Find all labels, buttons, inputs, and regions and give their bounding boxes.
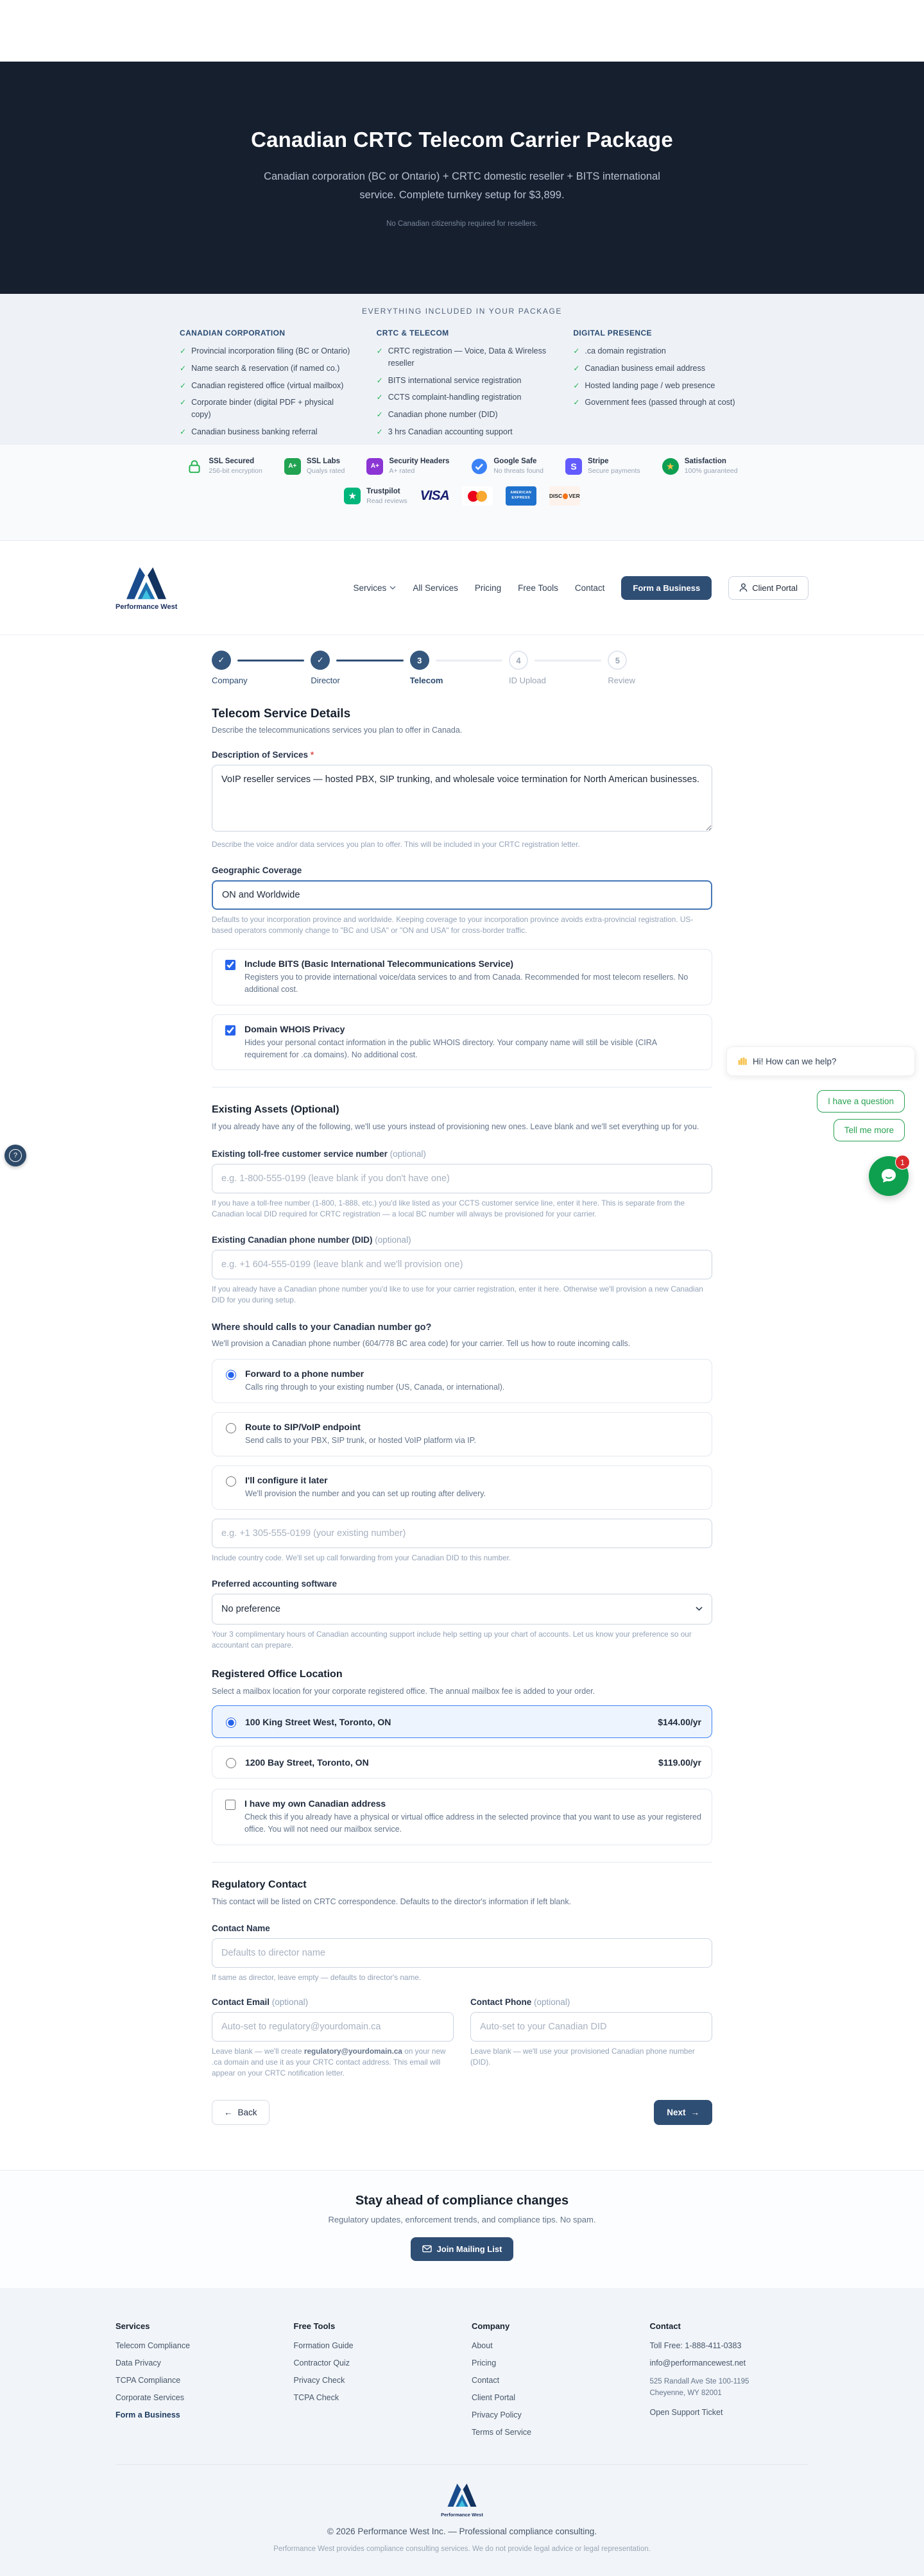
description-textarea[interactable] bbox=[212, 765, 712, 832]
performance-west-logo-icon bbox=[125, 565, 167, 602]
did-input[interactable] bbox=[212, 1250, 712, 1279]
list-item: ✓ Canadian business email address bbox=[573, 363, 744, 375]
included-column-corporation bbox=[180, 328, 351, 443]
list-item: ✓ BITS international service registration bbox=[377, 375, 548, 387]
tollfree-input[interactable] bbox=[212, 1164, 712, 1193]
check-icon: ✓ bbox=[180, 427, 187, 436]
footer-link[interactable]: Privacy Check bbox=[293, 2375, 345, 2385]
lock-icon bbox=[186, 458, 203, 475]
office-option-bay-street[interactable]: 1200 Bay Street, Toronto, ON $119.00/yr bbox=[212, 1746, 712, 1778]
form-title: Telecom Service Details bbox=[212, 707, 351, 721]
check-icon: ✓ bbox=[376, 410, 383, 419]
check-icon: ✓ bbox=[180, 398, 187, 407]
contact-email-input[interactable] bbox=[212, 2012, 454, 2042]
description-helper: Describe the voice and/or data services you plan to offer. This will be included in your CRTC registration letter. bbox=[212, 840, 580, 849]
footer-link[interactable]: Data Privacy bbox=[116, 2358, 161, 2367]
footer-link[interactable]: Contact bbox=[472, 2375, 500, 2385]
footer-services-column: Services Telecom Compliance Data Privacy TCPA Compliance Corporate Services Form a Business bbox=[116, 2321, 275, 2445]
badge-security-headers: A+ Security Headers A+ rated bbox=[366, 457, 449, 475]
included-heading: EVERYTHING INCLUDED IN YOUR PACKAGE bbox=[361, 307, 563, 316]
accounting-select[interactable]: No preference bbox=[212, 1594, 712, 1625]
unread-badge: 1 bbox=[895, 1155, 910, 1170]
office-intro: Select a mailbox location for your corporate registered office. The annual mailbox fee is added to your order. bbox=[212, 1686, 595, 1696]
check-icon: ✓ bbox=[573, 346, 580, 355]
step-telecom[interactable]: 3 Telecom bbox=[410, 651, 509, 685]
hero-note: No Canadian citizenship required for resellers. bbox=[386, 219, 538, 228]
office-price: $119.00/yr bbox=[658, 1757, 701, 1768]
list-item: ✓ Canadian registered office (virtual mailbox) bbox=[180, 380, 351, 392]
grade-icon: A+ bbox=[284, 458, 301, 475]
forward-number-helper: Include country code. We'll set up call forwarding from your Canadian DID to this number. bbox=[212, 1553, 511, 1562]
navbar bbox=[0, 541, 924, 635]
contact-phone-helper: Leave blank — we'll use your provisioned Canadian phone number (DID). bbox=[470, 2047, 695, 2067]
footer-link[interactable]: Telecom Compliance bbox=[116, 2341, 191, 2350]
help-fab-button[interactable] bbox=[4, 1145, 26, 1166]
routing-option-forward[interactable]: Forward to a phone number Calls ring through to your existing number (US, Canada, or international). bbox=[212, 1359, 712, 1403]
office-heading: Registered Office Location bbox=[212, 1668, 343, 1680]
contact-name-helper: If same as director, leave empty — defaults to director's name. bbox=[212, 1973, 422, 1983]
telecom-form bbox=[212, 635, 712, 2170]
footer-support-ticket[interactable]: Open Support Ticket bbox=[649, 2408, 723, 2418]
sip-radio[interactable] bbox=[226, 1423, 236, 1433]
contact-email-helper: Leave blank — we'll create regulatory@yourdomain.ca on your new .ca domain and use it as your CRTC contact address. This email will appear on your CRTC notification letter. bbox=[212, 2047, 446, 2078]
back-button[interactable]: ← Back bbox=[212, 2100, 270, 2125]
performance-west-logo-icon bbox=[447, 2482, 477, 2509]
newsletter-heading: Stay ahead of compliance changes bbox=[355, 2193, 569, 2208]
divider bbox=[212, 1862, 712, 1863]
column-title: CRTC & TELECOM bbox=[376, 328, 449, 337]
description-label: Description of Services * bbox=[212, 750, 314, 760]
routing-option-later[interactable]: I'll configure it later We'll provision the number and you can set up routing after delivery. bbox=[212, 1465, 712, 1510]
wizard-stepper bbox=[212, 651, 635, 685]
chevron-down-icon bbox=[389, 586, 396, 590]
forward-radio[interactable] bbox=[226, 1370, 236, 1380]
column-title: DIGITAL PRESENCE bbox=[573, 328, 652, 337]
footer-brand-name: Performance West bbox=[441, 2511, 483, 2518]
regulatory-intro: This contact will be listed on CRTC correspondence. Defaults to the director's information if left blank. bbox=[212, 1897, 572, 1906]
client-portal-button[interactable]: Client Portal bbox=[728, 576, 809, 600]
newsletter-section bbox=[0, 2170, 924, 2288]
waving-hand-icon bbox=[737, 1056, 748, 1066]
newsletter-sub: Regulatory updates, enforcement trends, and compliance tips. No spam. bbox=[328, 2214, 596, 2224]
footer-company-column: Company About Pricing Contact Client Portal Privacy Policy Terms of Service bbox=[472, 2321, 631, 2445]
routing-heading: Where should calls to your Canadian number go? bbox=[212, 1322, 432, 1333]
nav-services-dropdown[interactable]: Services bbox=[354, 583, 397, 593]
form-intro: Describe the telecommunications services you plan to offer in Canada. bbox=[212, 726, 463, 735]
footer-link[interactable]: TCPA Check bbox=[293, 2393, 339, 2402]
tollfree-label: Existing toll-free customer service number (optional) bbox=[212, 1148, 426, 1159]
contact-phone-input[interactable] bbox=[470, 2012, 712, 2042]
office-option-king-street[interactable]: 100 King Street West, Toronto, ON $144.00/yr bbox=[212, 1705, 712, 1738]
badge-ssl-labs: A+ SSL Labs Qualys rated bbox=[284, 457, 345, 475]
existing-assets-heading: Existing Assets (Optional) bbox=[212, 1104, 339, 1116]
step-review[interactable]: 5 Review bbox=[608, 651, 635, 685]
footer bbox=[0, 2288, 924, 2576]
step-company[interactable]: ✓ Company bbox=[212, 651, 311, 685]
check-circle-icon bbox=[471, 458, 488, 475]
contact-name-input[interactable] bbox=[212, 1938, 712, 1968]
check-icon: ✓ bbox=[376, 393, 383, 402]
footer-link[interactable]: About bbox=[472, 2341, 493, 2350]
footer-link[interactable]: Privacy Policy bbox=[472, 2410, 522, 2419]
footer-link[interactable]: Corporate Services bbox=[116, 2393, 184, 2402]
footer-link[interactable]: Client Portal bbox=[472, 2393, 516, 2402]
check-icon: ✓ bbox=[376, 375, 383, 385]
contact-name-label: Contact Name bbox=[212, 1923, 270, 1934]
list-item: ✓ Canadian business banking referral bbox=[180, 426, 351, 438]
column-title: CANADIAN CORPORATION bbox=[180, 328, 286, 337]
list-item: ✓ CRTC registration — Voice, Data & Wireless reseller bbox=[377, 345, 548, 370]
arrow-right-icon: → bbox=[690, 2107, 699, 2117]
bits-option-card[interactable]: Include BITS (Basic International Telecommunications Service) Registers you to provide international voice/data services to and from Canada. Recommended for most telecom resellers. No additional cost. bbox=[212, 949, 712, 1005]
whois-checkbox[interactable] bbox=[225, 1025, 235, 1036]
check-icon: ✓ bbox=[573, 398, 580, 407]
contact-email-label: Contact Email (optional) bbox=[212, 1997, 309, 2008]
chat-quick-reply-tell-me-more[interactable]: Tell me more bbox=[834, 1119, 905, 1141]
stripe-icon: S bbox=[565, 458, 582, 475]
check-icon: ✓ bbox=[573, 380, 580, 390]
own-address-checkbox[interactable] bbox=[225, 1800, 235, 1810]
footer-free-tools-column: Free Tools Formation Guide Contractor Quiz Privacy Check TCPA Check bbox=[294, 2321, 453, 2445]
badge-trustpilot[interactable]: ★ Trustpilot Read reviews bbox=[344, 488, 407, 505]
trust-bar bbox=[0, 444, 924, 541]
check-icon: ✓ bbox=[212, 651, 231, 670]
form-a-business-button[interactable]: Form a Business bbox=[621, 576, 712, 600]
check-icon: ✓ bbox=[376, 427, 383, 436]
copyright: © 2026 Performance West Inc. — Professional compliance consulting. bbox=[327, 2526, 597, 2536]
list-item: ✓ .ca domain registration bbox=[573, 345, 744, 357]
regulatory-heading: Regulatory Contact bbox=[212, 1879, 307, 1890]
routing-option-sip[interactable]: Route to SIP/VoIP endpoint Send calls to your PBX, SIP trunk, or hosted VoIP platform via IP. bbox=[212, 1412, 712, 1456]
coverage-helper: Defaults to your incorporation province and worldwide. Keeping coverage to your incorporation province avoids extra-provincial registration. US-based operators commonly change to "BC and USA" or "ON and USA" for cross-border traffic. bbox=[212, 915, 694, 935]
check-icon: ✓ bbox=[180, 346, 187, 355]
page-title: Canadian CRTC Telecom Carrier Package bbox=[251, 128, 673, 152]
badge-google-safe: Google Safe No threats found bbox=[471, 457, 543, 475]
chat-quick-reply-question[interactable]: I have a question bbox=[817, 1090, 905, 1113]
contact-phone-label: Contact Phone (optional) bbox=[470, 1997, 570, 2008]
check-icon: ✓ bbox=[180, 380, 187, 390]
step-director[interactable]: ✓ Director bbox=[311, 651, 409, 685]
footer-address: 525 Randall Ave Ste 100-1195 Cheyenne, WY 82001 bbox=[649, 2377, 749, 2397]
trustpilot-star-icon: ★ bbox=[344, 488, 361, 504]
coverage-label: Geographic Coverage bbox=[212, 866, 302, 876]
footer-link-form-a-business[interactable]: Form a Business bbox=[116, 2410, 180, 2419]
list-item: ✓ Government fees (passed through at cost) bbox=[573, 397, 744, 409]
forward-number-input[interactable] bbox=[212, 1519, 712, 1548]
did-label: Existing Canadian phone number (DID) (optional) bbox=[212, 1234, 411, 1245]
nav-all-services[interactable]: All Services bbox=[413, 583, 458, 593]
included-column-digital bbox=[573, 328, 744, 443]
person-icon bbox=[739, 583, 748, 592]
own-address-card[interactable]: I have my own Canadian address Check this if you already have a physical or virtual office address in the selected province that you want to use as your registered office. You will not need our mailbox service. bbox=[212, 1789, 712, 1845]
later-radio[interactable] bbox=[226, 1476, 236, 1487]
list-item: ✓ Corporate binder (digital PDF + physical copy) bbox=[180, 397, 351, 421]
brand-name: Performance West bbox=[116, 603, 178, 611]
amex-logo: AMERICAN EXPRESS bbox=[506, 486, 536, 506]
envelope-icon bbox=[422, 2245, 432, 2253]
footer-contact-column: Contact Toll Free: 1-888-411-0383 info@performancewest.net 525 Randall Ave Ste 100-1195 Cheyenne, WY 82001 Open Support Ticket bbox=[650, 2321, 809, 2445]
accounting-helper: Your 3 complimentary hours of Canadian accounting support include help setting up your chart of accounts. Let us know your preference so our accountant can prepare. bbox=[212, 1629, 692, 1650]
nav-pricing[interactable]: Pricing bbox=[474, 583, 502, 593]
arrow-left-icon: ← bbox=[224, 2107, 233, 2117]
list-item: ✓ CCTS complaint-handling registration bbox=[377, 391, 548, 404]
bits-checkbox[interactable] bbox=[225, 960, 235, 970]
footer-link[interactable]: TCPA Compliance bbox=[116, 2375, 181, 2385]
chevron-down-icon bbox=[696, 1607, 703, 1611]
whois-option-card[interactable]: Domain WHOIS Privacy Hides your personal contact information in the public WHOIS directory. Your company name will still be visible (CIRA requirement for .ca domains). No additional cost. bbox=[212, 1014, 712, 1071]
footer-email[interactable]: info@performancewest.net bbox=[649, 2358, 746, 2367]
list-item: ✓ Name search & reservation (if named co.) bbox=[180, 363, 351, 375]
badge-satisfaction: ★ Satisfaction 100% guaranteed bbox=[662, 457, 738, 475]
join-mailing-list-button[interactable]: Join Mailing List bbox=[411, 2237, 514, 2261]
footer-link[interactable]: Pricing bbox=[472, 2358, 497, 2367]
check-icon: ✓ bbox=[573, 363, 580, 373]
check-icon: ✓ bbox=[311, 651, 330, 670]
question-mark-icon: ? bbox=[9, 1149, 22, 1162]
bay-street-radio[interactable] bbox=[226, 1758, 236, 1768]
chat-launcher-button[interactable] bbox=[869, 1156, 909, 1196]
discover-logo: DISC VER bbox=[549, 486, 580, 506]
nav-free-tools[interactable]: Free Tools bbox=[518, 583, 558, 593]
king-street-radio[interactable] bbox=[226, 1718, 236, 1728]
visa-logo: VISA bbox=[420, 488, 449, 503]
hero-subtitle: Canadian corporation (BC or Ontario) + CRTC domestic reseller + BITS international service. Complete turnkey setup for $3,899. bbox=[264, 171, 660, 201]
grade-icon: A+ bbox=[366, 458, 383, 475]
disclaimer: Performance West provides compliance consulting services. We do not provide legal advice or legal representation. bbox=[273, 2545, 651, 2553]
list-item: ✓ Canadian phone number (DID) bbox=[377, 409, 548, 421]
badge-stripe: S Stripe Secure payments bbox=[565, 457, 640, 475]
accounting-label: Preferred accounting software bbox=[212, 1578, 338, 1589]
check-icon: ✓ bbox=[376, 346, 383, 355]
chat-greeting-bubble[interactable]: Hi! How can we help? bbox=[726, 1046, 915, 1076]
list-item: ✓ Provincial incorporation filing (BC or Ontario) bbox=[180, 345, 351, 357]
tollfree-helper: If you have a toll-free number (1-800, 1-888, etc.) you'd like listed as your CCTS customer service line, enter it here. This is separate from the Canadian local DID required for CRTC registration — a local BC number will always be provisioned for your carrier. bbox=[212, 1198, 685, 1218]
list-item: ✓ 3 hrs Canadian accounting support bbox=[377, 426, 548, 438]
coverage-input[interactable] bbox=[212, 880, 712, 910]
list-item: ✓ Hosted landing page / web presence bbox=[573, 380, 744, 392]
nav-contact[interactable]: Contact bbox=[574, 583, 605, 593]
footer-link[interactable]: Formation Guide bbox=[293, 2341, 354, 2350]
brand-logo[interactable] bbox=[116, 565, 177, 611]
badge-ssl-secured: SSL Secured 256-bit encryption bbox=[186, 457, 262, 475]
did-helper: If you already have a Canadian phone number you'd like to use for your carrier registration, enter it here. Otherwise we'll provision a new Canadian DID for you during setup. bbox=[212, 1284, 703, 1304]
mastercard-logo bbox=[462, 486, 493, 506]
star-icon: ★ bbox=[662, 458, 679, 475]
chat-bubble-icon bbox=[879, 1166, 898, 1186]
step-id-upload[interactable]: 4 ID Upload bbox=[509, 651, 608, 685]
routing-intro: We'll provision a Canadian phone number (604/778 BC area code) for your carrier. Tell us how to route incoming calls. bbox=[212, 1339, 631, 1349]
existing-assets-intro: If you already have any of the following, we'll use yours instead of provisioning new ones. Leave blank and we'll set everything up for you. bbox=[212, 1122, 699, 1132]
next-button[interactable]: Next → bbox=[654, 2100, 712, 2125]
check-icon: ✓ bbox=[180, 363, 187, 373]
divider bbox=[212, 1087, 712, 1088]
footer-link[interactable]: Contractor Quiz bbox=[293, 2358, 350, 2367]
footer-link[interactable]: Terms of Service bbox=[472, 2427, 532, 2437]
hero bbox=[0, 62, 924, 294]
included-section bbox=[0, 294, 924, 444]
footer-phone[interactable]: Toll Free: 1-888-411-0383 bbox=[649, 2341, 742, 2350]
included-column-telecom bbox=[377, 328, 548, 443]
office-price: $144.00/yr bbox=[658, 1716, 701, 1727]
